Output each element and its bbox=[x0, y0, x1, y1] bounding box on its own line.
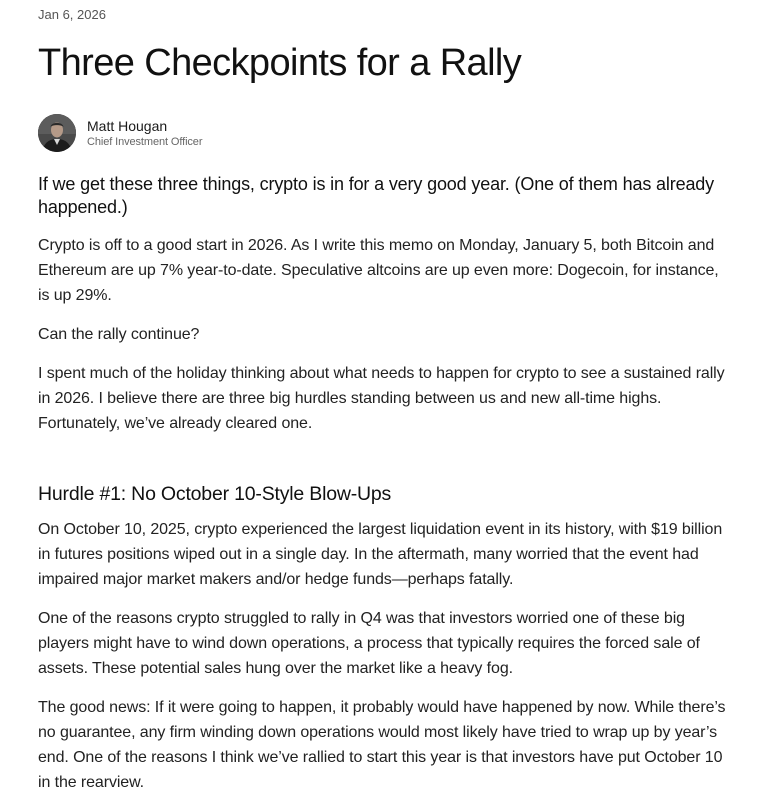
section1-paragraph-1: On October 10, 2025, crypto experienced the largest liquidation event in its history, with $19 billion in futures positions wiped out in a single day. In the aftermath, many worried that the event had impaired major market makers and/or hedge funds—perhaps fatally. bbox=[38, 521, 723, 588]
lede-text: If we get these three things, crypto is in for a very good year. (One of them has already happened.) bbox=[38, 174, 715, 217]
person-portrait-icon bbox=[38, 114, 76, 152]
author-role: Chief Investment Officer bbox=[87, 136, 203, 148]
author-name[interactable]: Matt Hougan bbox=[87, 118, 168, 134]
section1-paragraph-2: One of the reasons crypto struggled to rally in Q4 was that investors worried one of these big players might have to wind down operations, a process that typically requires the forced sale of assets. These potential sales hung over the market like a heavy fog. bbox=[38, 610, 700, 677]
section1-paragraph-3: The good news: If it were going to happen, it probably would have happened by now. While there’s no guarantee, any firm winding down operations would most likely have tried to wrap up by year’s end. One of the reasons I think we’ve rallied to start this year is that investors have put October 10 in the rearview. bbox=[38, 699, 726, 791]
intro-paragraph-3: I spent much of the holiday thinking about what needs to happen for crypto to see a sustained rally in 2026. I believe there are three big hurdles standing between us and new all-time highs. Fortunately, we’ve already cleared one. bbox=[38, 365, 725, 432]
intro-paragraph-1: Crypto is off to a good start in 2026. As I write this memo on Monday, January 5, both Bitcoin and Ethereum are up 7% year-to-date. Speculative altcoins are up even more: Dogecoin, for instance, is up 29%. bbox=[38, 237, 719, 304]
avatar[interactable] bbox=[38, 114, 76, 152]
intro-paragraph-2: Can the rally continue? bbox=[38, 326, 200, 343]
author-byline[interactable] bbox=[38, 113, 727, 153]
publish-date: Jan 6, 2026 bbox=[38, 7, 106, 22]
page-title: Three Checkpoints for a Rally bbox=[38, 42, 522, 84]
section-heading-hurdle-1: Hurdle #1: No October 10-Style Blow-Ups bbox=[38, 483, 392, 505]
author-info bbox=[87, 117, 202, 149]
